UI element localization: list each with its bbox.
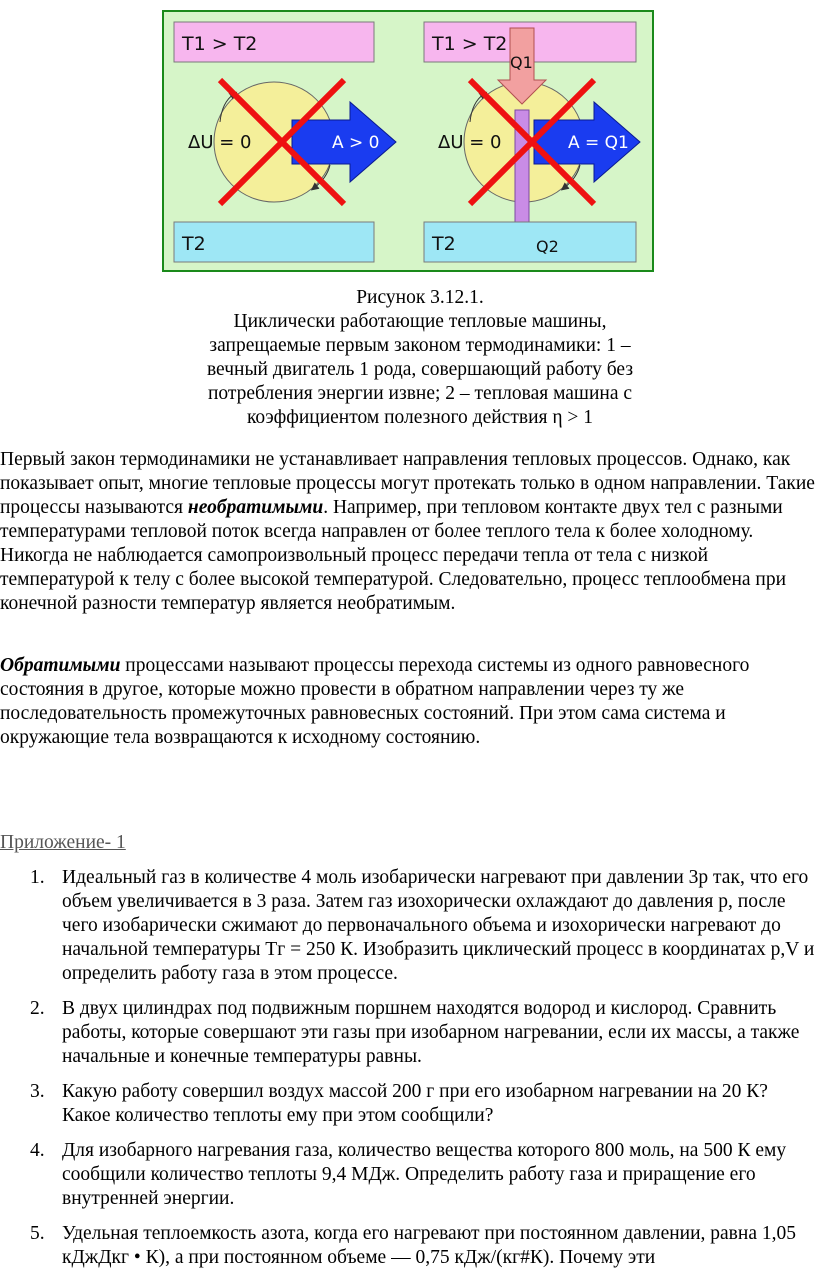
task-number: 4. xyxy=(30,1140,45,1161)
figure xyxy=(162,10,654,272)
task-item xyxy=(0,1080,816,1128)
caption-number: Рисунок 3.12.1. xyxy=(356,287,484,308)
paragraph-text: процессами называют процессы перехода системы из одного равновесного состояния в другое, которые можно провести в обратном направлении через ту же последовательность промежуточных равновесных состояний. При этом сама система и окружающие тела возвращаются к исходному состоянию. xyxy=(0,655,750,748)
term-irreversible: необратимыми xyxy=(187,497,324,518)
left-work-label: A > 0 xyxy=(332,133,380,153)
task-number: 1. xyxy=(30,867,45,888)
task-text: Какую работу совершил воздух массой 200 г при его изобарном нагревании на 20 К? Какое количество теплоты ему при этом сообщили? xyxy=(62,1081,768,1126)
caption-line: вечный двигатель 1 рода, совершающий работу без xyxy=(206,359,634,380)
caption-line: коэффициентом полезного действия η > 1 xyxy=(246,407,594,428)
left-cold-label: T2 xyxy=(182,233,206,255)
task-text: Идеальный газ в количестве 4 моль изобарически нагревают при давлении 3р так, что его объем увеличивается в 3 раза. Затем газ изохорически охлаждают до давления р, после чего изобарически сжимают до первоначального объема и изохорически нагревают до начальной температуры Тг = 250 К. Изобразить циклический процесс в координатах р,V и определить работу газа в этом процессе. xyxy=(62,867,815,984)
task-text: В двух цилиндрах под подвижным поршнем находятся водород и кислород. Сравнить работы, которые совершают эти газы при изобарном нагревании, если их массы, а также начальные и конечные температуры равны. xyxy=(62,998,800,1067)
term-reversible: Обратимыми xyxy=(0,655,121,676)
right-work-label: A = Q1 xyxy=(568,133,629,153)
task-number: 3. xyxy=(30,1081,45,1102)
right-heat-in-label: Q1 xyxy=(510,53,533,72)
caption-line: запрещаемые первым законом термодинамики: 1 – xyxy=(209,335,631,356)
right-heat-out-label: Q2 xyxy=(536,237,559,256)
heat-engine-diagram xyxy=(162,10,654,272)
paragraph-reversible xyxy=(0,654,816,750)
right-hot-label: T1 > T2 xyxy=(432,33,508,55)
task-list xyxy=(0,866,816,1281)
caption-line: потребления энергии извне; 2 – тепловая машина с xyxy=(207,383,633,404)
task-number: 5. xyxy=(30,1223,45,1244)
paragraph-irreversible xyxy=(0,448,816,616)
left-hot-label: T1 > T2 xyxy=(182,33,258,55)
task-item xyxy=(0,1139,816,1211)
appendix-title: Приложение- 1 xyxy=(0,832,126,853)
task-number: 2. xyxy=(30,998,45,1019)
right-energy-label: ΔU = 0 xyxy=(438,132,502,153)
figure-caption xyxy=(120,286,720,430)
paragraph-text: . Например, при тепловом контакте двух тел с разными температурами тепловой поток всегда направлен от более теплого тела к более холодному. Никогда не наблюдается самопроизвольный процесс передачи тепла от тела с низкой температурой к телу с более высокой температурой. Следовательно, процесс теплообмена при конечной разности температур является необратимым. xyxy=(0,497,787,614)
caption-line: Циклически работающие тепловые машины, xyxy=(233,311,607,332)
task-item xyxy=(0,1222,816,1270)
paragraph-text: Первый закон термодинамики не устанавливает направления тепловых процессов. Однако, как показывает опыт, многие тепловые процессы могут протекать только в одном направлении. Такие процессы называются xyxy=(0,449,815,518)
task-item xyxy=(0,997,816,1069)
right-cold-reservoir xyxy=(424,222,636,262)
right-cold-label: T2 xyxy=(432,233,456,255)
left-energy-label: ΔU = 0 xyxy=(188,132,252,153)
task-text: Для изобарного нагревания газа, количество вещества которого 800 моль, на 500 К ему сообщили количество теплоты 9,4 МДж. Определить работу газа и приращение его внутренней энергии. xyxy=(62,1140,787,1209)
task-text: Удельная теплоемкость азота, когда его нагревают при постоянном давлении, равна 1,05 кДжДкг • К), а при постоянном объеме — 0,75 кДж/(кг#К). Почему эти xyxy=(62,1223,796,1268)
task-item xyxy=(0,866,816,986)
